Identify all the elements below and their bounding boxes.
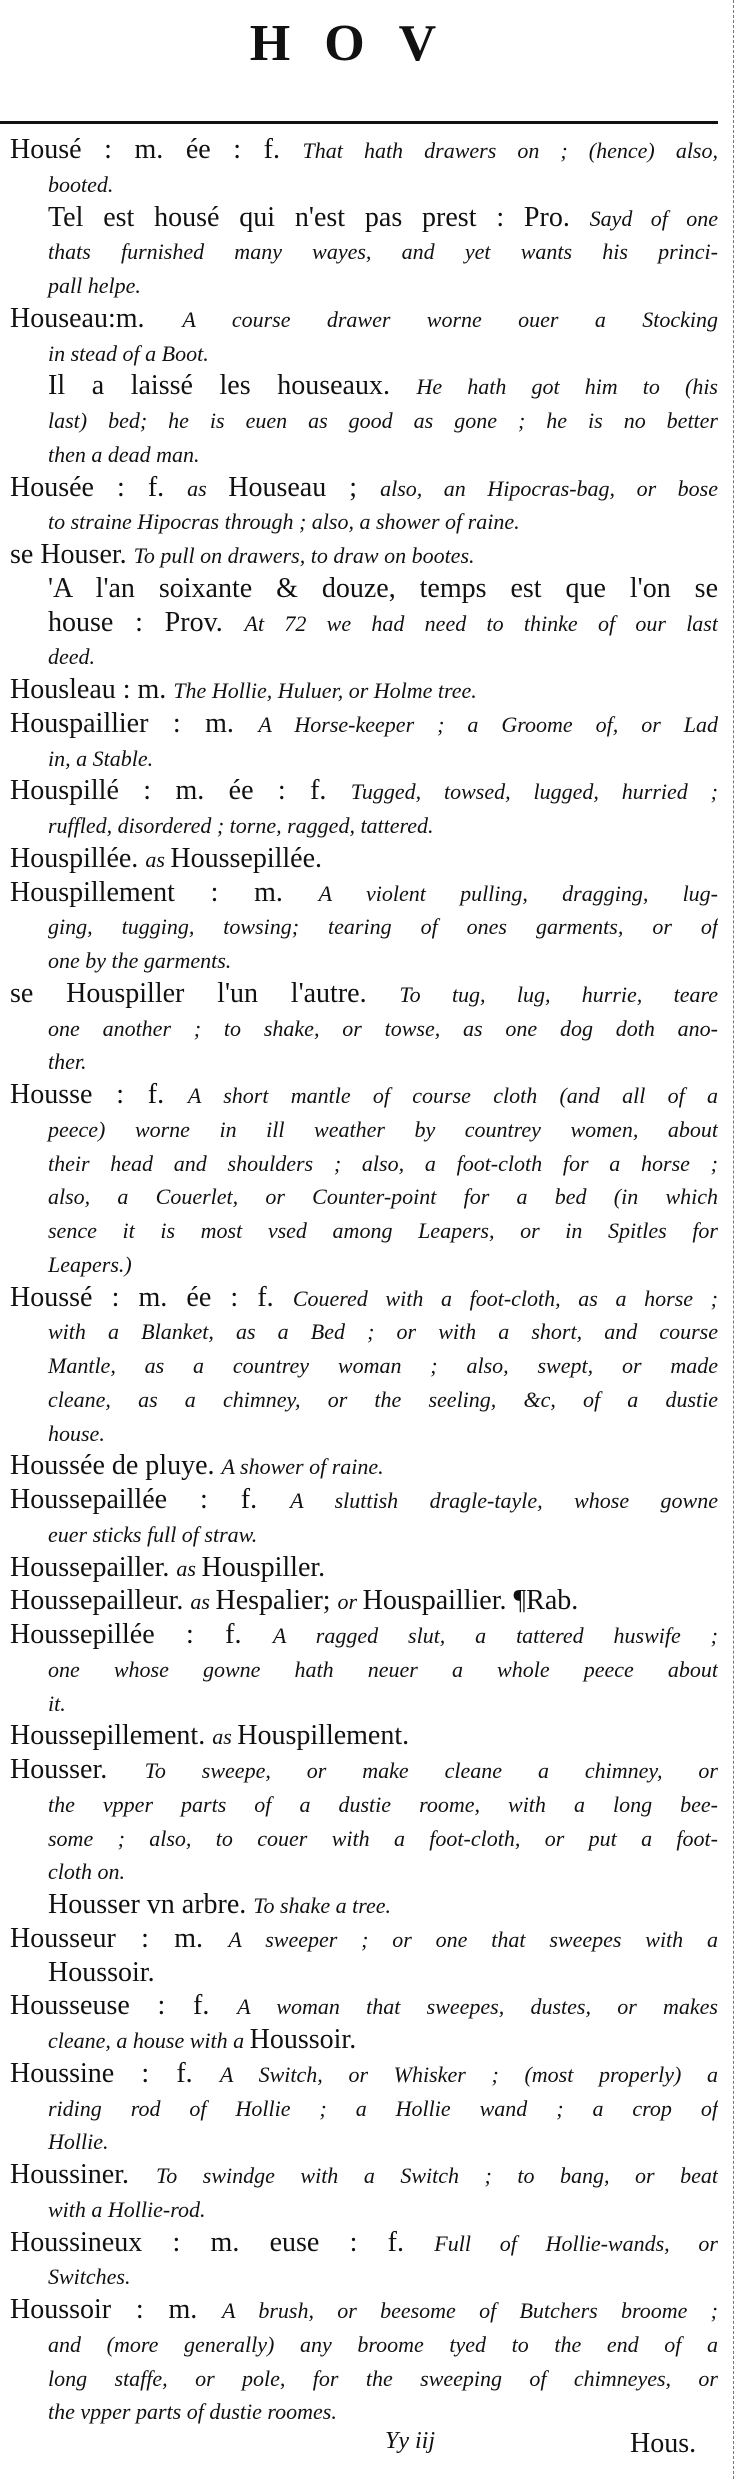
dictionary-entry xyxy=(10,1989,718,2057)
headword-text: Tel est housé qui n'est pas prest : Pro. xyxy=(48,201,590,233)
dictionary-entry xyxy=(10,1078,718,1281)
definition-text: thats furnished many wayes, and yet wants his princi- xyxy=(48,239,718,265)
entry-line xyxy=(10,2293,718,2327)
headword-text: Houssepailleur. xyxy=(10,1585,191,1617)
headword-text: Houssepaillée : f. xyxy=(10,1484,291,1515)
definition-text: pall helpe. xyxy=(48,273,141,298)
catchword: Hous. xyxy=(630,2428,697,2459)
entry-line xyxy=(10,1989,718,2023)
entry-line xyxy=(10,1179,718,1213)
entry-line xyxy=(10,909,718,943)
definition-text: deed. xyxy=(48,644,96,670)
dictionary-entry xyxy=(10,1753,718,1888)
dictionary-entry xyxy=(10,1449,718,1483)
definition-text: To pull on drawers, to draw on bootes. xyxy=(133,543,475,568)
definition-text: one another ; to shake, or towse, as one dog doth ano- xyxy=(48,1015,718,1041)
definition-text: cleane, a house with a xyxy=(48,2028,250,2053)
definition-text: The Hollie, Huluer, or Holme tree. xyxy=(173,678,477,703)
definition-text: A shower of raine. xyxy=(221,1454,384,1480)
entry-line xyxy=(10,606,718,640)
entry-line xyxy=(10,572,718,606)
entry-line xyxy=(10,471,718,505)
definition-text: That hath drawers on ; (hence) also, xyxy=(302,138,718,163)
definition-text: Hollie. xyxy=(48,2129,109,2155)
definition-text: A sluttish dragle-tayle, whose gowne xyxy=(290,1488,718,1513)
headword-text: Il a laissé les houseaux. xyxy=(48,370,417,402)
definition-text: as xyxy=(176,1555,202,1581)
entry-line xyxy=(10,2124,718,2158)
entry-line xyxy=(10,977,718,1011)
dictionary-entry xyxy=(10,133,718,201)
definition-text: To swindge with a Switch ; to bang, or beat xyxy=(156,2163,718,2188)
definition-text: house. xyxy=(48,1420,105,1446)
headword-text: Houssine : f. xyxy=(10,2057,220,2089)
dictionary-entry xyxy=(10,673,718,707)
entry-line xyxy=(10,2327,718,2361)
headword-text: Houssoir. xyxy=(249,2024,357,2055)
entry-line xyxy=(10,2192,718,2226)
entry-line xyxy=(10,1753,718,1787)
entry-line xyxy=(10,741,718,775)
headword-text: Houspaillier : m. xyxy=(10,707,259,739)
definition-text: with a Hollie-rod. xyxy=(48,2196,206,2222)
headword-text: Hespalier; xyxy=(215,1585,338,1617)
entry-line xyxy=(10,336,718,370)
definition-text: A woman that sweepes, dustes, or makes xyxy=(237,1994,718,2020)
headword-text: Houspillée. xyxy=(10,842,146,874)
definition-text: To shake a tree. xyxy=(253,1893,391,1918)
definition-text: one by the garments. xyxy=(48,948,232,973)
entry-line xyxy=(10,2361,718,2395)
entry-line xyxy=(10,1888,718,1922)
entry-line xyxy=(10,1686,718,1720)
entry-line xyxy=(10,403,718,437)
definition-text: booted. xyxy=(48,171,114,197)
entry-line xyxy=(10,808,718,842)
definition-text: then a dead man. xyxy=(48,441,200,467)
headword-text: Houssé : m. ée : f. xyxy=(10,1281,293,1313)
headword-text: Housseur : m. xyxy=(10,1922,229,1954)
headword-text: house : Prov. xyxy=(48,606,245,638)
definition-text: in, a Stable. xyxy=(48,745,154,771)
entry-line xyxy=(10,268,718,302)
definition-text: Leapers.) xyxy=(48,1251,132,1277)
dictionary-entry xyxy=(10,1281,718,1450)
entry-line xyxy=(10,369,718,403)
signature-mark: Yy iij xyxy=(385,2428,436,2454)
entry-line xyxy=(10,2091,718,2125)
entry-line xyxy=(10,1449,718,1483)
definition-text: Couered with a foot-cloth, as a horse ; xyxy=(292,1285,718,1311)
entry-line xyxy=(10,234,718,268)
definition-text: A violent pulling, dragging, lug- xyxy=(318,880,718,906)
dictionary-entry xyxy=(10,2057,718,2158)
dictionary-entry xyxy=(10,471,718,539)
definition-text: ruffled, disordered ; torne, ragged, tattered. xyxy=(48,813,434,838)
sub-entry xyxy=(10,1888,718,1922)
headword-text: Houspillement. xyxy=(237,1720,410,1752)
entry-line xyxy=(10,943,718,977)
dictionary-entry xyxy=(10,1584,718,1618)
headword-text: Houssepillée : f. xyxy=(10,1619,273,1650)
entry-line xyxy=(10,1854,718,1888)
headword-text: Houssepillée. xyxy=(170,842,323,874)
headword-text: Housleau : m. xyxy=(10,674,174,705)
definition-text: the vpper parts of dustie roomes. xyxy=(48,2399,337,2425)
dictionary-entry xyxy=(10,774,718,842)
dictionary-entry xyxy=(10,2293,718,2428)
header-rule xyxy=(0,121,718,124)
entry-line xyxy=(10,2394,718,2428)
entry-line xyxy=(10,1956,718,1990)
entry-line xyxy=(10,876,718,910)
dictionary-entry xyxy=(10,1483,718,1551)
definition-text: Mantle, as a countrey woman ; also, swept, or made xyxy=(48,1353,718,1378)
definition-text: also, an Hipocras-bag, or bose xyxy=(380,475,718,501)
definition-text: last) bed; he is euen as good as gone ; he is no better xyxy=(48,408,718,433)
entry-line xyxy=(10,1922,718,1956)
dictionary-entry xyxy=(10,1719,718,1753)
definition-text: ging, tugging, towsing; tearing of ones garments, or of xyxy=(48,914,718,940)
definition-text: euer sticks full of straw. xyxy=(48,1521,258,1547)
dictionary-entry xyxy=(10,977,718,1078)
entry-line xyxy=(10,1314,718,1348)
entry-line xyxy=(10,167,718,201)
definition-text: cleane, as a chimney, or the seeling, &c, of a dustie xyxy=(48,1386,718,1412)
entry-line xyxy=(10,2259,718,2293)
headword-text: Houssepailler. xyxy=(10,1551,177,1583)
definition-text: in stead of a Boot. xyxy=(48,340,209,366)
page-edge xyxy=(733,0,734,2479)
page-footer xyxy=(0,2428,736,2468)
definition-text: with a Blanket, as a Bed ; or with a short, and course xyxy=(48,1319,718,1345)
entry-line xyxy=(10,437,718,471)
entry-line xyxy=(10,538,718,572)
entry-line xyxy=(10,774,718,808)
headword-text: Houspillement : m. xyxy=(10,876,319,908)
headword-text: Houssée de pluye. xyxy=(10,1450,222,1482)
sub-entry xyxy=(10,369,718,470)
entry-line xyxy=(10,1044,718,1078)
headword-text: Houssiner. xyxy=(10,2159,157,2190)
entry-line xyxy=(10,302,718,336)
entry-line xyxy=(10,842,718,876)
dictionary-entry xyxy=(10,1551,718,1585)
headword-text: 'A l'an soixante & douze, temps est que l'on se xyxy=(48,572,718,604)
dictionary-entry xyxy=(10,1618,718,1719)
headword-text: Housser. xyxy=(10,1754,145,1785)
entry-line xyxy=(10,1213,718,1247)
entry-line xyxy=(10,2158,718,2192)
entry-line xyxy=(10,1011,718,1045)
dictionary-entries xyxy=(10,133,718,2428)
headword-text: Houspiller. xyxy=(201,1551,326,1583)
definition-text: A sweeper ; or one that sweepes with a xyxy=(228,1926,718,1952)
definition-text: Full of Hollie-wands, or xyxy=(434,2230,718,2256)
definition-text: the vpper parts of a dustie roome, with a long bee- xyxy=(48,1791,718,1817)
headword-text: Houspillé : m. ée : f. xyxy=(10,775,351,807)
dictionary-entry xyxy=(10,1922,718,1990)
definition-text: cloth on. xyxy=(48,1859,125,1885)
entry-line xyxy=(10,2057,718,2091)
definition-text: long staffe, or pole, for the sweeping of chimneyes, or xyxy=(48,2365,718,2391)
entry-line xyxy=(10,1112,718,1146)
definition-text: peece) worne in ill weather by countrey women, about xyxy=(48,1116,718,1142)
headword-text: Housée : f. xyxy=(10,471,188,503)
definition-text: A Horse-keeper ; a Groome of, or Lad xyxy=(258,711,718,737)
entry-line xyxy=(10,1483,718,1517)
headword-text: Houseau ; xyxy=(228,471,381,503)
definition-text: their head and shoulders ; also, a foot-cloth for a horse ; xyxy=(48,1150,718,1176)
definition-text: sence it is most vsed among Leapers, or in Spitles for xyxy=(48,1218,718,1243)
headword-text: Houseau:m. xyxy=(10,302,183,334)
headword-text: Housse : f. xyxy=(10,1079,188,1110)
definition-text: one whose gowne hath neuer a whole peece about xyxy=(48,1656,718,1682)
definition-text: At 72 we had need to thinke of our last xyxy=(244,610,718,636)
dictionary-entry xyxy=(10,302,718,370)
entry-line xyxy=(10,1078,718,1112)
headword-text: Houssepillement. xyxy=(10,1720,213,1752)
headword-text: Houssoir. xyxy=(48,1956,155,1988)
dictionary-entry xyxy=(10,876,718,977)
entry-line xyxy=(10,1787,718,1821)
entry-line xyxy=(10,504,718,538)
entry-line xyxy=(10,673,718,707)
dictionary-entry xyxy=(10,707,718,775)
definition-text: A brush, or beesome of Butchers broome ; xyxy=(222,2298,718,2323)
dictionary-entry xyxy=(10,2158,718,2226)
definition-text: A course drawer worne ouer a Stocking xyxy=(182,306,718,332)
entry-line xyxy=(10,1618,718,1652)
definition-text: Tugged, towsed, lugged, hurried ; xyxy=(350,779,718,805)
entry-line xyxy=(10,1281,718,1315)
headword-text: Housé : m. ée : f. xyxy=(10,134,303,165)
dictionary-entry xyxy=(10,842,718,876)
definition-text: or xyxy=(337,1589,363,1615)
entry-line xyxy=(10,201,718,235)
headword-text: se Houser. xyxy=(10,539,134,570)
headword-text: Houssoir : m. xyxy=(10,2294,223,2325)
sub-entry xyxy=(10,572,718,673)
definition-text: To tug, lug, hurrie, teare xyxy=(399,981,718,1007)
definition-text: Switches. xyxy=(48,2264,131,2290)
definition-text: riding rod of Hollie ; a Hollie wand ; a crop of xyxy=(48,2095,718,2121)
entry-line xyxy=(10,1517,718,1551)
definition-text: some ; also, to couer with a foot-cloth, or put a foot- xyxy=(48,1825,718,1851)
entry-line xyxy=(10,1821,718,1855)
sub-entry xyxy=(10,201,718,302)
definition-text: To sweepe, or make cleane a chimney, or xyxy=(144,1758,718,1783)
entry-line xyxy=(10,1416,718,1450)
definition-text: A ragged slut, a tattered huswife ; xyxy=(272,1623,718,1648)
entry-line xyxy=(10,1551,718,1585)
page-header-title: HOV xyxy=(249,15,471,72)
definition-text: A Switch, or Whisker ; (most properly) a xyxy=(219,2061,718,2087)
definition-text: He hath got him to (his xyxy=(416,374,718,400)
entry-line xyxy=(10,1652,718,1686)
headword-text: Houspaillier. ¶Rab. xyxy=(362,1585,579,1617)
entry-line xyxy=(10,1247,718,1281)
definition-text: ther. xyxy=(48,1049,87,1075)
definition-text: A short mantle of course cloth (and all of a xyxy=(187,1083,718,1108)
definition-text: and (more generally) any broome tyed to the end of a xyxy=(48,2331,718,2357)
entry-line xyxy=(10,1584,718,1618)
entry-line xyxy=(10,1719,718,1753)
definition-text: as xyxy=(187,475,229,501)
headword-text: Housser vn arbre. xyxy=(48,1889,254,1920)
headword-text: se Houspiller l'un l'autre. xyxy=(10,977,400,1009)
entry-line xyxy=(10,1382,718,1416)
definition-text: as xyxy=(145,846,171,872)
definition-text: Sayd of one xyxy=(589,205,718,231)
entry-line xyxy=(10,133,718,167)
dictionary-entry xyxy=(10,2226,718,2294)
entry-line xyxy=(10,707,718,741)
definition-text: as xyxy=(212,1724,238,1750)
dictionary-entry xyxy=(10,538,718,572)
definition-text: as xyxy=(190,1589,216,1615)
definition-text: it. xyxy=(48,1690,66,1716)
definition-text: also, a Couerlet, or Counter-point for a bed (in which xyxy=(48,1184,718,1210)
entry-line xyxy=(10,1348,718,1382)
entry-line xyxy=(10,2226,718,2260)
entry-line xyxy=(10,2023,718,2057)
entry-line xyxy=(10,1146,718,1180)
headword-text: Houssineux : m. euse : f. xyxy=(10,2226,435,2258)
entry-line xyxy=(10,639,718,673)
headword-text: Housseuse : f. xyxy=(10,1990,238,2022)
definition-text: to straine Hipocras through ; also, a shower of raine. xyxy=(48,509,520,535)
